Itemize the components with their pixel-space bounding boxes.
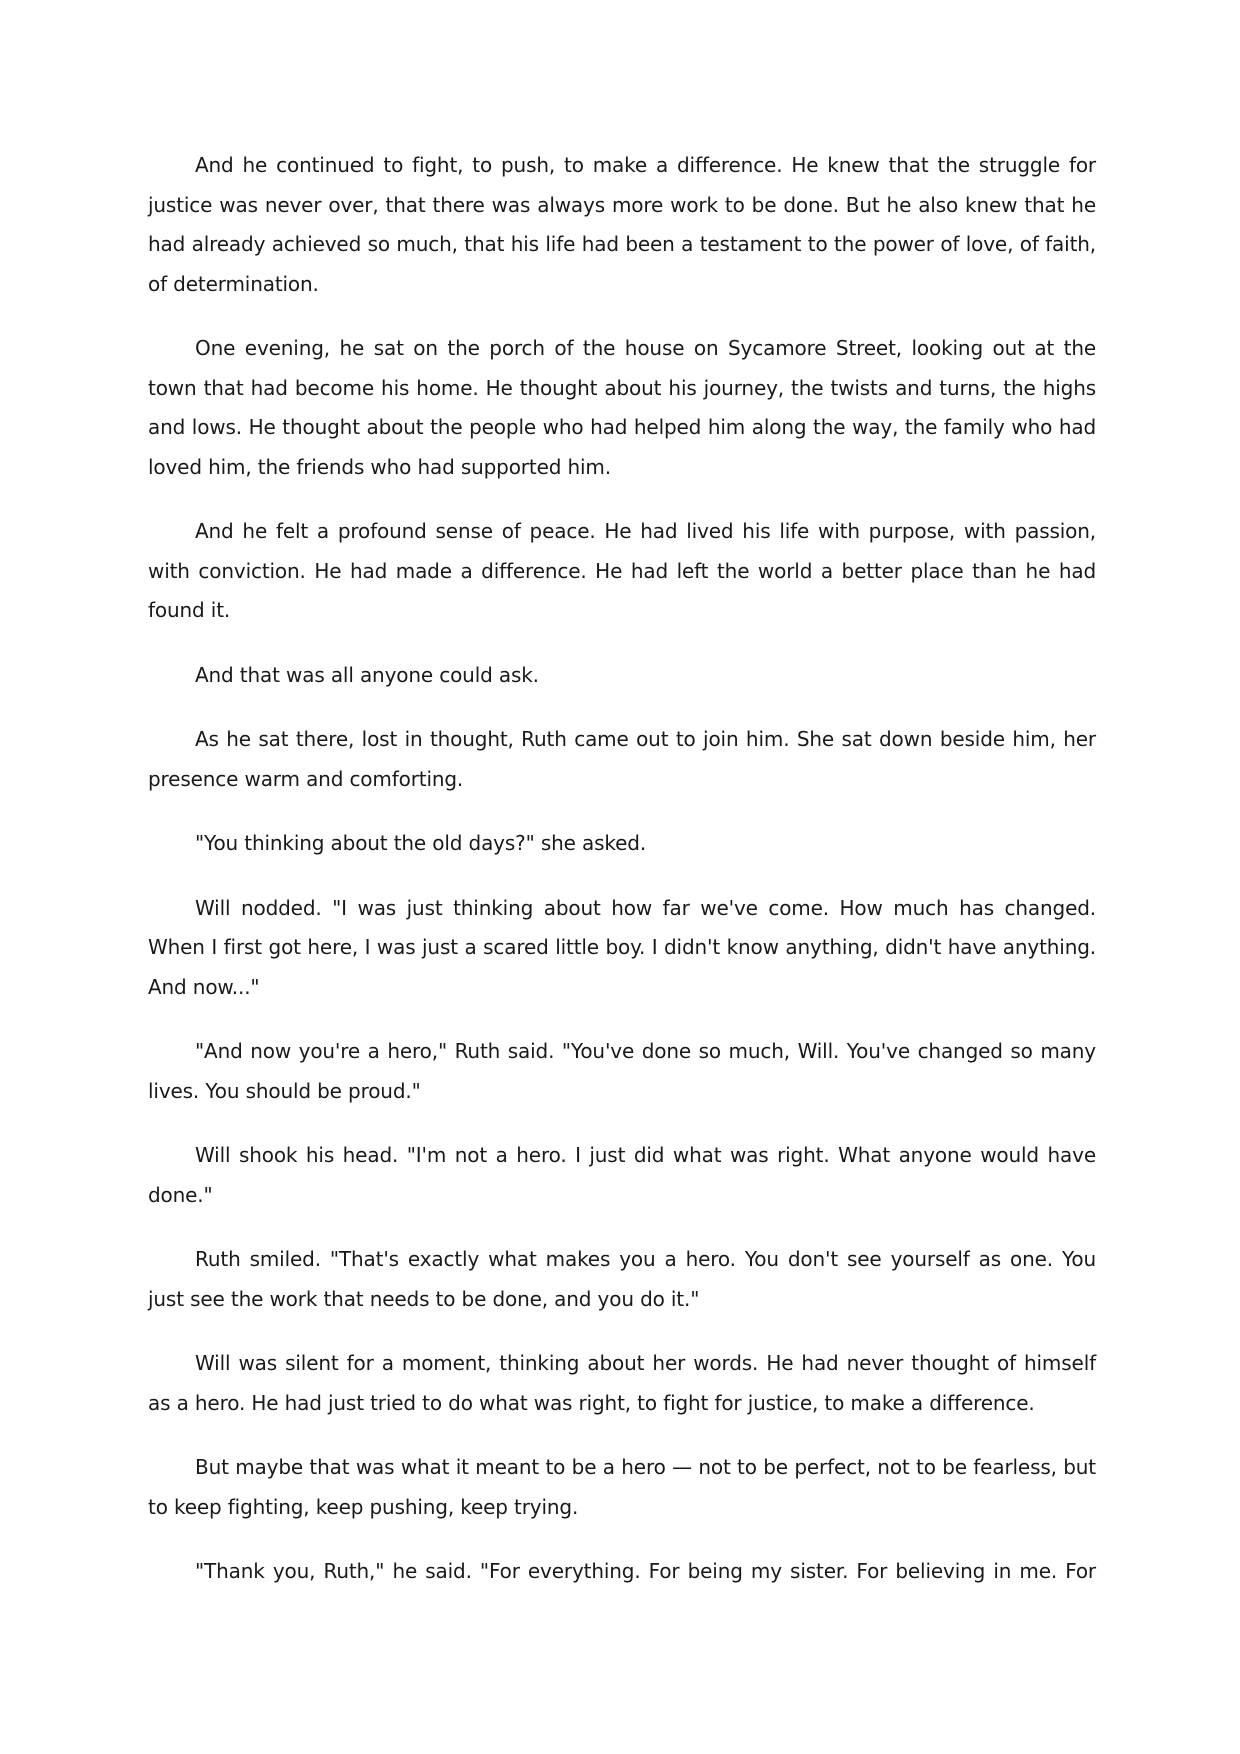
paragraph: And he continued to fight, to push, to make a difference. He knew that the struggle for justice was never over, that there was always more work to be done. But he also knew that he had already achieved so much, that his life had been a testament to the power of love, of faith, of determination. [148, 153, 1096, 296]
paragraph: One evening, he sat on the porch of the house on Sycamore Street, looking out at the town that had become his home. He thought about his journey, the twists and turns, the highs and lows. He thought about the people who had helped him along the way, the family who had loved him, the friends who had supported him. [148, 336, 1096, 479]
paragraph: "You thinking about the old days?" she asked. [195, 831, 647, 855]
paragraph: Ruth smiled. "That's exactly what makes you a hero. You don't see yourself as one. You just see the work that needs to be done, and you do it." [148, 1247, 1096, 1311]
paragraph: Will shook his head. "I'm not a hero. I just did what was right. What anyone would have done." [148, 1143, 1096, 1207]
paragraph: But maybe that was what it meant to be a hero — not to be perfect, not to be fearless, but to keep fighting, keep pushing, keep trying. [148, 1455, 1096, 1519]
paragraph: As he sat there, lost in thought, Ruth came out to join him. She sat down beside him, her presence warm and comforting. [148, 727, 1096, 791]
paragraph: "Thank you, Ruth," he said. "For everything. For being my sister. For believing in me. For [195, 1559, 1096, 1583]
paragraph: "And now you're a hero," Ruth said. "You've done so much, Will. You've changed so many lives. You should be proud." [148, 1039, 1096, 1103]
paragraph: And he felt a profound sense of peace. He had lived his life with purpose, with passion, with conviction. He had made a difference. He had left the world a better place than he had found it. [148, 519, 1096, 622]
paragraph: Will was silent for a moment, thinking about her words. He had never thought of himself as a hero. He had just tried to do what was right, to fight for justice, to make a difference. [148, 1351, 1096, 1415]
paragraph: Will nodded. "I was just thinking about how far we've come. How much has changed. When I first got here, I was just a scared little boy. I didn't know anything, didn't have anything. And now..." [148, 895, 1096, 999]
paragraph: And that was all anyone could ask. [195, 662, 539, 687]
text-body [148, 146, 1096, 1617]
